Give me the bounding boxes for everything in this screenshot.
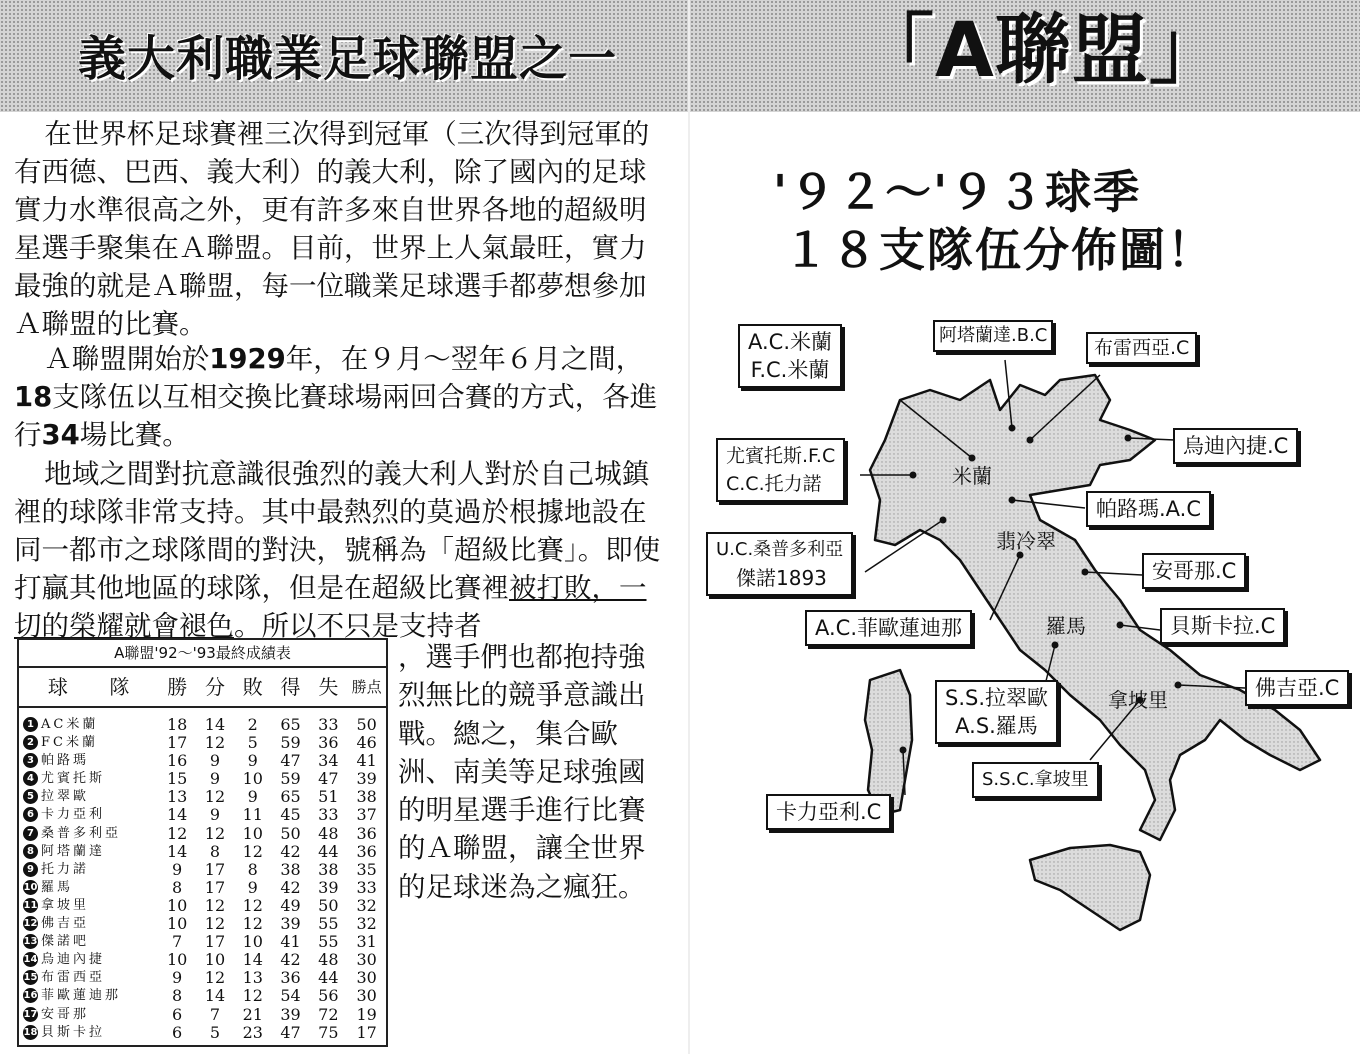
rank-badge: 15 bbox=[23, 972, 38, 984]
row-team bbox=[19, 879, 158, 897]
draws: 17 bbox=[204, 859, 226, 879]
rank-badge: 12 bbox=[23, 918, 38, 930]
row-team bbox=[19, 969, 158, 987]
label-udinese: 烏迪內捷.C bbox=[1173, 428, 1298, 464]
goals-against: 72 bbox=[318, 1004, 339, 1024]
draws: 10 bbox=[204, 950, 226, 970]
goals-for: 41 bbox=[280, 932, 301, 952]
team-name: 佛吉亞 bbox=[41, 916, 90, 932]
goals-for: 59 bbox=[280, 769, 301, 789]
goals-against: 51 bbox=[318, 787, 339, 807]
losses: 13 bbox=[242, 968, 263, 988]
goals-against: 50 bbox=[318, 895, 339, 915]
article-paragraph-3 bbox=[14, 455, 669, 645]
header-goals-against: 失 bbox=[318, 675, 339, 699]
wins: 9 bbox=[172, 859, 183, 879]
table-caption: A聯盟'92～'93最終成績表 bbox=[19, 640, 386, 668]
team-name: 桑普多利亞 bbox=[41, 825, 122, 841]
goals-against: 44 bbox=[318, 968, 339, 988]
goals-against: 56 bbox=[318, 986, 339, 1006]
draws: 12 bbox=[204, 914, 226, 934]
wins: 13 bbox=[166, 787, 188, 807]
draws: 8 bbox=[209, 841, 221, 861]
row-team bbox=[19, 752, 158, 770]
goals-for: 65 bbox=[280, 715, 301, 734]
paragraph-text bbox=[14, 340, 669, 454]
points: 36 bbox=[356, 823, 377, 843]
wins: 12 bbox=[166, 823, 188, 843]
losses: 2 bbox=[247, 715, 258, 734]
goals-against: 33 bbox=[318, 805, 339, 825]
header-loss: 敗 bbox=[242, 675, 263, 699]
goals-against: 39 bbox=[318, 877, 339, 897]
table-row bbox=[19, 933, 386, 951]
goals-for: 47 bbox=[280, 751, 301, 771]
goals-against: 36 bbox=[318, 733, 339, 753]
points: 17 bbox=[356, 1022, 377, 1042]
label-turin-clubs bbox=[716, 438, 845, 502]
goals-for: 39 bbox=[280, 1004, 301, 1024]
label-rome-clubs bbox=[935, 680, 1058, 744]
points: 41 bbox=[356, 751, 377, 771]
goals-for: 42 bbox=[280, 841, 301, 861]
wins: 8 bbox=[172, 986, 183, 1006]
wins: 14 bbox=[166, 841, 188, 861]
label-line: U.C.桑普多利亞 bbox=[716, 539, 844, 560]
row-team bbox=[19, 915, 158, 933]
text-run: 支隊伍以互相交換比賽球場兩回合賽的方式，各進行 bbox=[14, 381, 658, 451]
wins: 15 bbox=[166, 769, 188, 789]
label-pescara: 貝斯卡拉.C bbox=[1160, 608, 1285, 644]
city-florence: 翡冷翠 bbox=[996, 529, 1056, 553]
losses: 12 bbox=[242, 895, 263, 915]
label-line: 尤賓托斯.F.C bbox=[726, 445, 836, 467]
points: 32 bbox=[356, 895, 377, 915]
draws: 17 bbox=[204, 877, 226, 897]
rank-badge: 2 bbox=[23, 735, 38, 750]
wins: 6 bbox=[172, 1004, 183, 1024]
table-row bbox=[19, 752, 386, 770]
points: 19 bbox=[356, 1004, 377, 1024]
team-name: 帕路瑪 bbox=[41, 753, 90, 769]
points: 38 bbox=[356, 787, 377, 807]
row-team bbox=[19, 933, 158, 951]
underlined-text: 被打敗，一切的榮耀就會褪色 bbox=[14, 572, 647, 642]
team-name: 布雷西亞 bbox=[41, 970, 106, 986]
header-points: 勝点 bbox=[351, 678, 382, 696]
rank-badge: 3 bbox=[23, 753, 38, 768]
header-draw: 分 bbox=[204, 675, 225, 699]
draws: 12 bbox=[204, 733, 226, 753]
team-name: 貝斯卡拉 bbox=[41, 1024, 106, 1040]
losses: 11 bbox=[242, 805, 263, 825]
row-team bbox=[19, 987, 158, 1005]
rank-badge: 8 bbox=[23, 844, 38, 859]
goals-against: 47 bbox=[318, 769, 339, 789]
row-team bbox=[19, 897, 158, 915]
table-row bbox=[19, 897, 386, 915]
wins: 17 bbox=[166, 733, 188, 753]
header-team-a: 球 bbox=[47, 675, 68, 699]
wins: 10 bbox=[166, 895, 188, 915]
goals-for: 38 bbox=[280, 859, 301, 879]
losses: 12 bbox=[242, 841, 263, 861]
header-win: 勝 bbox=[167, 675, 188, 699]
label-foggia: 佛吉亞.C bbox=[1245, 670, 1349, 706]
rank-badge: 4 bbox=[23, 771, 38, 786]
table-row bbox=[19, 734, 386, 752]
goals-against: 55 bbox=[318, 914, 339, 934]
row-team bbox=[19, 716, 158, 734]
rank-badge: 7 bbox=[23, 826, 38, 841]
goals-for: 54 bbox=[280, 986, 301, 1006]
rank-badge: 1 bbox=[23, 717, 38, 732]
text-run: 場比賽。 bbox=[79, 419, 190, 451]
points: 32 bbox=[356, 914, 377, 934]
goals-for: 65 bbox=[280, 787, 301, 807]
section-title: 「A聯盟」 bbox=[858, 5, 1226, 94]
paragraph-text bbox=[14, 455, 669, 645]
city-rome: 羅馬 bbox=[1046, 614, 1086, 638]
text-run: 年，在９月～翌年６月之間， bbox=[285, 343, 644, 375]
points: 37 bbox=[356, 805, 377, 825]
draws: 14 bbox=[204, 986, 226, 1006]
goals-against: 34 bbox=[318, 751, 339, 771]
rank-badge: 10 bbox=[23, 881, 38, 893]
page-title: 義大利職業足球聯盟之一 bbox=[78, 31, 618, 87]
wins: 6 bbox=[172, 1022, 183, 1042]
text-run: Ａ聯盟開始於 bbox=[44, 343, 210, 375]
points: 30 bbox=[356, 950, 377, 970]
header-team bbox=[19, 668, 158, 706]
goals-against: 55 bbox=[318, 932, 339, 952]
label-line: S.S.拉翠歐 bbox=[945, 686, 1049, 710]
losses: 9 bbox=[247, 877, 258, 897]
goals-for: 36 bbox=[280, 968, 301, 988]
goals-for: 50 bbox=[280, 823, 301, 843]
rank-badge: 11 bbox=[23, 899, 38, 911]
draws: 9 bbox=[209, 751, 221, 771]
standings-table bbox=[17, 638, 388, 1047]
draws: 9 bbox=[209, 805, 221, 825]
wins: 14 bbox=[166, 805, 188, 825]
article-paragraph-3-continued: ，選手們也都抱持強烈無比的競爭意識出戰。總之，集合歐洲、南美等足球強國的明星選手進行比賽的Ａ聯盟，讓全世界的足球迷為之瘋狂。 bbox=[398, 641, 646, 903]
draws: 17 bbox=[204, 932, 226, 952]
table-row bbox=[19, 861, 386, 879]
table-row bbox=[19, 1024, 386, 1042]
table-row bbox=[19, 788, 386, 806]
table-row bbox=[19, 951, 386, 969]
team-name: 卡力亞利 bbox=[41, 807, 106, 823]
draws: 7 bbox=[209, 1004, 221, 1024]
text-run: 1929 bbox=[209, 343, 286, 375]
team-name: 拉翠歐 bbox=[41, 789, 90, 805]
goals-for: 45 bbox=[280, 805, 301, 825]
losses: 23 bbox=[242, 1022, 263, 1042]
losses: 9 bbox=[247, 787, 258, 807]
text-run: 。所以不只是支持者 bbox=[234, 610, 482, 642]
goals-against: 33 bbox=[318, 715, 339, 734]
row-team bbox=[19, 788, 158, 806]
row-team bbox=[19, 806, 158, 824]
label-line: 傑諾1893 bbox=[736, 566, 827, 590]
rank-badge: 6 bbox=[23, 807, 38, 822]
points: 35 bbox=[356, 859, 377, 879]
wins: 10 bbox=[166, 914, 188, 934]
table-row bbox=[19, 987, 386, 1005]
map-heading-teams: １８支隊伍分佈圖！ bbox=[783, 223, 1215, 277]
draws: 12 bbox=[204, 968, 226, 988]
row-team bbox=[19, 861, 158, 879]
city-naples: 拿坡里 bbox=[1108, 688, 1168, 712]
draws: 5 bbox=[209, 1022, 221, 1042]
wins: 16 bbox=[166, 751, 188, 771]
table-row bbox=[19, 915, 386, 933]
row-team bbox=[19, 825, 158, 843]
team-name: 尤賓托斯 bbox=[41, 771, 106, 787]
article-paragraph-2 bbox=[14, 340, 669, 454]
draws: 12 bbox=[204, 787, 226, 807]
label-line: F.C.米蘭 bbox=[750, 358, 830, 382]
header-team-b: 隊 bbox=[109, 675, 130, 699]
goals-against: 44 bbox=[318, 841, 339, 861]
losses: 5 bbox=[247, 733, 258, 753]
team-name: 阿塔蘭達 bbox=[41, 843, 106, 859]
goals-for: 42 bbox=[280, 950, 301, 970]
wins: 9 bbox=[172, 968, 183, 988]
wins: 7 bbox=[172, 932, 183, 952]
points: 31 bbox=[356, 932, 377, 952]
header-goals-for: 得 bbox=[280, 675, 301, 699]
wins: 18 bbox=[166, 715, 188, 734]
page-gutter bbox=[688, 0, 690, 1054]
label-line: A.S.羅馬 bbox=[955, 714, 1038, 738]
points: 30 bbox=[356, 968, 377, 988]
draws: 12 bbox=[204, 823, 226, 843]
label-napoli: S.S.C.拿坡里 bbox=[972, 762, 1099, 798]
points: 30 bbox=[356, 986, 377, 1006]
table-body bbox=[19, 708, 386, 1042]
losses: 12 bbox=[242, 914, 263, 934]
text-run: 18 bbox=[14, 381, 53, 413]
table-row bbox=[19, 716, 386, 734]
losses: 9 bbox=[247, 751, 258, 771]
article-paragraph-1 bbox=[14, 115, 669, 343]
team-name: 托力諾 bbox=[41, 861, 90, 877]
team-name: 羅馬 bbox=[41, 879, 74, 895]
draws: 14 bbox=[204, 715, 226, 734]
table-row bbox=[19, 843, 386, 861]
map-heading-season: '９２～'９３球季 bbox=[773, 165, 1142, 219]
table-row bbox=[19, 1006, 386, 1024]
goals-against: 48 bbox=[318, 823, 339, 843]
label-parma: 帕路瑪.A.C bbox=[1086, 491, 1211, 527]
losses: 14 bbox=[242, 950, 263, 970]
goals-against: 75 bbox=[318, 1022, 339, 1042]
table-row bbox=[19, 879, 386, 897]
goals-for: 49 bbox=[280, 895, 301, 915]
goals-for: 47 bbox=[280, 1022, 301, 1042]
row-team bbox=[19, 1024, 158, 1042]
label-line: A.C.米蘭 bbox=[748, 330, 833, 354]
losses: 21 bbox=[242, 1004, 263, 1024]
table-row bbox=[19, 969, 386, 987]
row-team bbox=[19, 951, 158, 969]
losses: 8 bbox=[247, 859, 258, 879]
draws: 12 bbox=[204, 895, 226, 915]
label-line: C.C.托力諾 bbox=[726, 473, 822, 495]
rank-badge: 13 bbox=[23, 936, 38, 948]
draws: 9 bbox=[209, 769, 221, 789]
points: 39 bbox=[356, 769, 377, 789]
rank-badge: 16 bbox=[23, 990, 38, 1002]
row-team bbox=[19, 770, 158, 788]
points: 33 bbox=[356, 877, 377, 897]
text-run: 地域之間對抗意識很強烈的義大利人對於自己城鎮裡的球隊非常支持。其中最熱烈的莫過於根據地設在同一都市之球隊間的對決，號稱為「超級比賽」。即使打贏其他地區的球隊，但是在超級比賽裡 bbox=[14, 458, 661, 604]
losses: 10 bbox=[242, 769, 263, 789]
rank-badge: 18 bbox=[23, 1026, 38, 1038]
label-cagliari: 卡力亞利.C bbox=[766, 794, 891, 830]
city-milan: 米蘭 bbox=[952, 464, 992, 488]
goals-for: 39 bbox=[280, 914, 301, 934]
rank-badge: 9 bbox=[23, 862, 38, 877]
wins: 10 bbox=[166, 950, 188, 970]
label-brescia: 布雷西亞.C bbox=[1086, 332, 1197, 364]
table-row bbox=[19, 806, 386, 824]
goals-against: 38 bbox=[318, 859, 339, 879]
team-name: AC米蘭 bbox=[41, 717, 99, 732]
losses: 10 bbox=[242, 932, 263, 952]
rank-badge: 17 bbox=[23, 1008, 38, 1020]
row-team bbox=[19, 1006, 158, 1024]
points: 36 bbox=[356, 841, 377, 861]
label-milan-clubs bbox=[738, 324, 842, 388]
team-name: 傑諾吧 bbox=[41, 934, 90, 950]
wins: 8 bbox=[172, 877, 183, 897]
points: 50 bbox=[356, 715, 377, 734]
rank-badge: 5 bbox=[23, 789, 38, 804]
goals-against: 48 bbox=[318, 950, 339, 970]
goals-for: 59 bbox=[280, 733, 301, 753]
table-row bbox=[19, 825, 386, 843]
sicily-shape bbox=[1030, 845, 1150, 930]
row-team bbox=[19, 843, 158, 861]
team-name: 安哥那 bbox=[41, 1006, 90, 1022]
team-name: 菲歐蓮迪那 bbox=[41, 988, 122, 1004]
team-name: FC米蘭 bbox=[41, 735, 98, 751]
goals-for: 42 bbox=[280, 877, 301, 897]
losses: 10 bbox=[242, 823, 263, 843]
losses: 12 bbox=[242, 986, 263, 1006]
text-run: 34 bbox=[41, 419, 80, 451]
table-header bbox=[19, 668, 386, 708]
team-name: 拿坡里 bbox=[41, 897, 90, 913]
rank-badge: 14 bbox=[23, 954, 38, 966]
team-name: 烏迪內捷 bbox=[41, 952, 106, 968]
label-genoa-clubs bbox=[706, 532, 853, 596]
points: 46 bbox=[356, 733, 377, 753]
label-ancona: 安哥那.C bbox=[1142, 553, 1246, 589]
label-atalanta: 阿塔蘭達.B.C bbox=[933, 320, 1053, 352]
table-row bbox=[19, 770, 386, 788]
row-team bbox=[19, 734, 158, 752]
paragraph-text: 在世界杯足球賽裡三次得到冠軍（三次得到冠軍的有西德、巴西、義大利）的義大利，除了國內的足球實力水準很高之外，更有許多來自世界各地的超級明星選手聚集在Ａ聯盟。目前，世界上人氣最旺，實力最強的就是Ａ聯盟，每一位職業足球選手都夢想參加Ａ聯盟的比賽。 bbox=[14, 118, 650, 340]
label-fiorentina: A.C.菲歐蓮迪那 bbox=[805, 610, 972, 646]
